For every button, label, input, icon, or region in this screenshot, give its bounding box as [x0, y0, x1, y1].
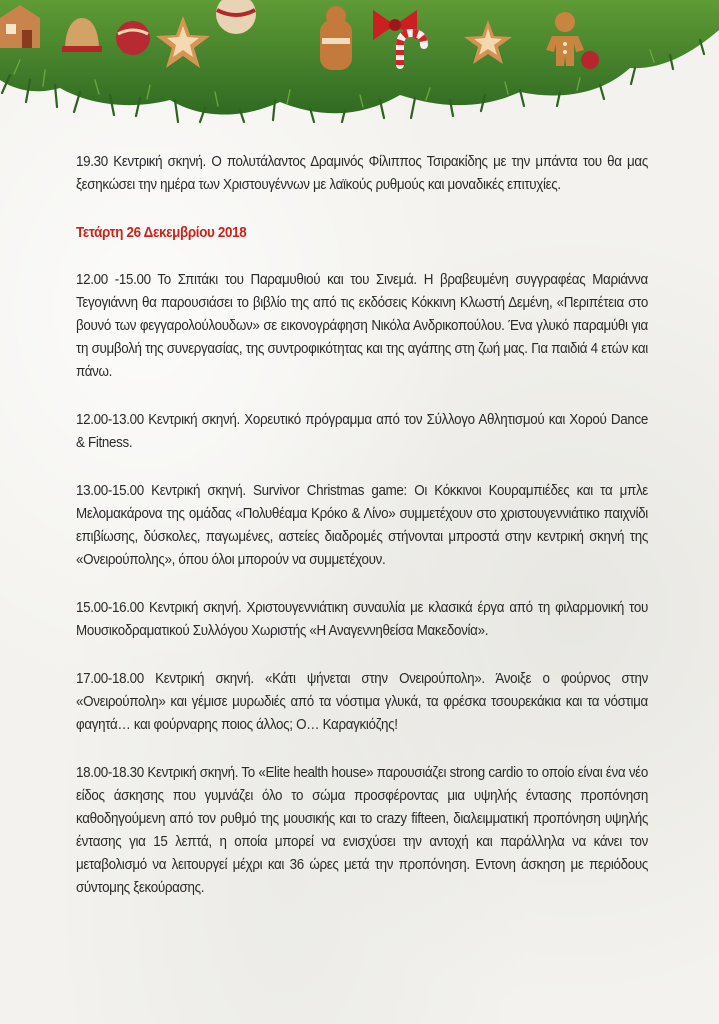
- event-paragraph: 18.00-18.30 Κεντρική σκηνή. Το «Elite health house» παρουσιάζει strong cardio το οποίο είναι ένα νέο είδος άσκησης που γυμνάζει όλο το σώμα προσφέροντας μια υψηλής έντασης προπόνηση καθοδηγούμενη από τον ρυθμό της μουσικής και το crazy fifteen, διαλειμματική προπόνηση υψηλής έντασης για 15 λεπτά, η οποία μπορεί να ενισχύσει την αντοχή και παράλληλα να κάνει τον μεταβολισμό να λειτουργεί μέχρι και 36 ώρες μετά την προπόνηση. Εντονη άσκηση με περιόδους σύντομης ξεκούρασης.: [76, 765, 648, 896]
- event-paragraph: 13.00-15.00 Κεντρική σκηνή. Survivor Christmas game: Οι Κόκκινοι Κουραμπιέδες και τα μπλε Μελομακάρονα της ομάδας «Πολυθέαμα Κρόκο & Λίνο» συμμετέχουν στο χριστουγεννιάτικο παιχνίδι επιβίωσης, δύσκολες, παγωμένες, αστείες διαδρομές στήνονται μπροστά στην κεντρική σκηνή της «Ονειρούπολης», όπου όλοι μπορούν να συμμετέχουν.: [76, 483, 648, 568]
- christmas-garland-decoration: [0, 0, 719, 125]
- ball-ornament-icon: [116, 21, 150, 55]
- event-paragraph: 15.00-16.00 Κεντρική σκηνή. Χριστουγεννιάτικη συναυλία με κλασικά έργα από τη φιλαρμονική του Μουσικοδραματικού Συλλόγου Χωριστής «Η Αναγεννηθείσα Μακεδονία».: [76, 600, 648, 639]
- document-body: [76, 151, 648, 925]
- pine-branches: [0, 0, 719, 122]
- event-paragraph: 19.30 Κεντρική σκηνή. Ο πολυτάλαντος Δραμινός Φίλιππος Τσιρακίδης με την μπάντα του θα μας ξεσηκώσει την ημέρα των Χριστουγέννων με λαϊκούς ρυθμούς και μοναδικές επιτυχίες.: [76, 154, 648, 193]
- event-paragraph: 17.00-18.00 Κεντρική σκηνή. «Κάτι ψήνεται στην Ονειρούπολη». Άνοιξε ο φούρνος στην «Ονειρούπολη» και γέμισε μυρωδιές από τα νόστιμα γλυκά, τα φρέσκα τσουρεκάκια και τα νόστιμα φαγητά… και φούρναρης ποιος άλλος; Ο… Καραγκιόζης!: [76, 671, 648, 733]
- ornament-icon: [581, 51, 599, 69]
- event-paragraph: 12.00 -15.00 Το Σπιτάκι του Παραμυθιού και του Σινεμά. Η βραβευμένη συγγραφέας Μαριάννα Τεγογιάννη θα παρουσιάσει το βιβλίο της από τις εκδόσεις Κόκκινη Κλωστή Δεμένη, «Περιπέτεια στο βουνό των φεγγαρολούλουδων» σε εικονογράφηση Νικόλα Ανδρικοπούλου. Ένα γλυκό παραμύθι για τη συμβολή της συνεργασίας, της συντροφικότητας και της αγάπης στη ζωή μας. Για παιδιά 4 ετών και πάνω.: [76, 272, 648, 380]
- date-heading: Τετάρτη 26 Δεκεμβρίου 2018: [76, 225, 247, 241]
- event-paragraph: 12.00-13.00 Κεντρική σκηνή. Χορευτικό πρόγραμμα από τον Σύλλογο Αθλητισμού και Χορού Dance & Fitness.: [76, 412, 648, 451]
